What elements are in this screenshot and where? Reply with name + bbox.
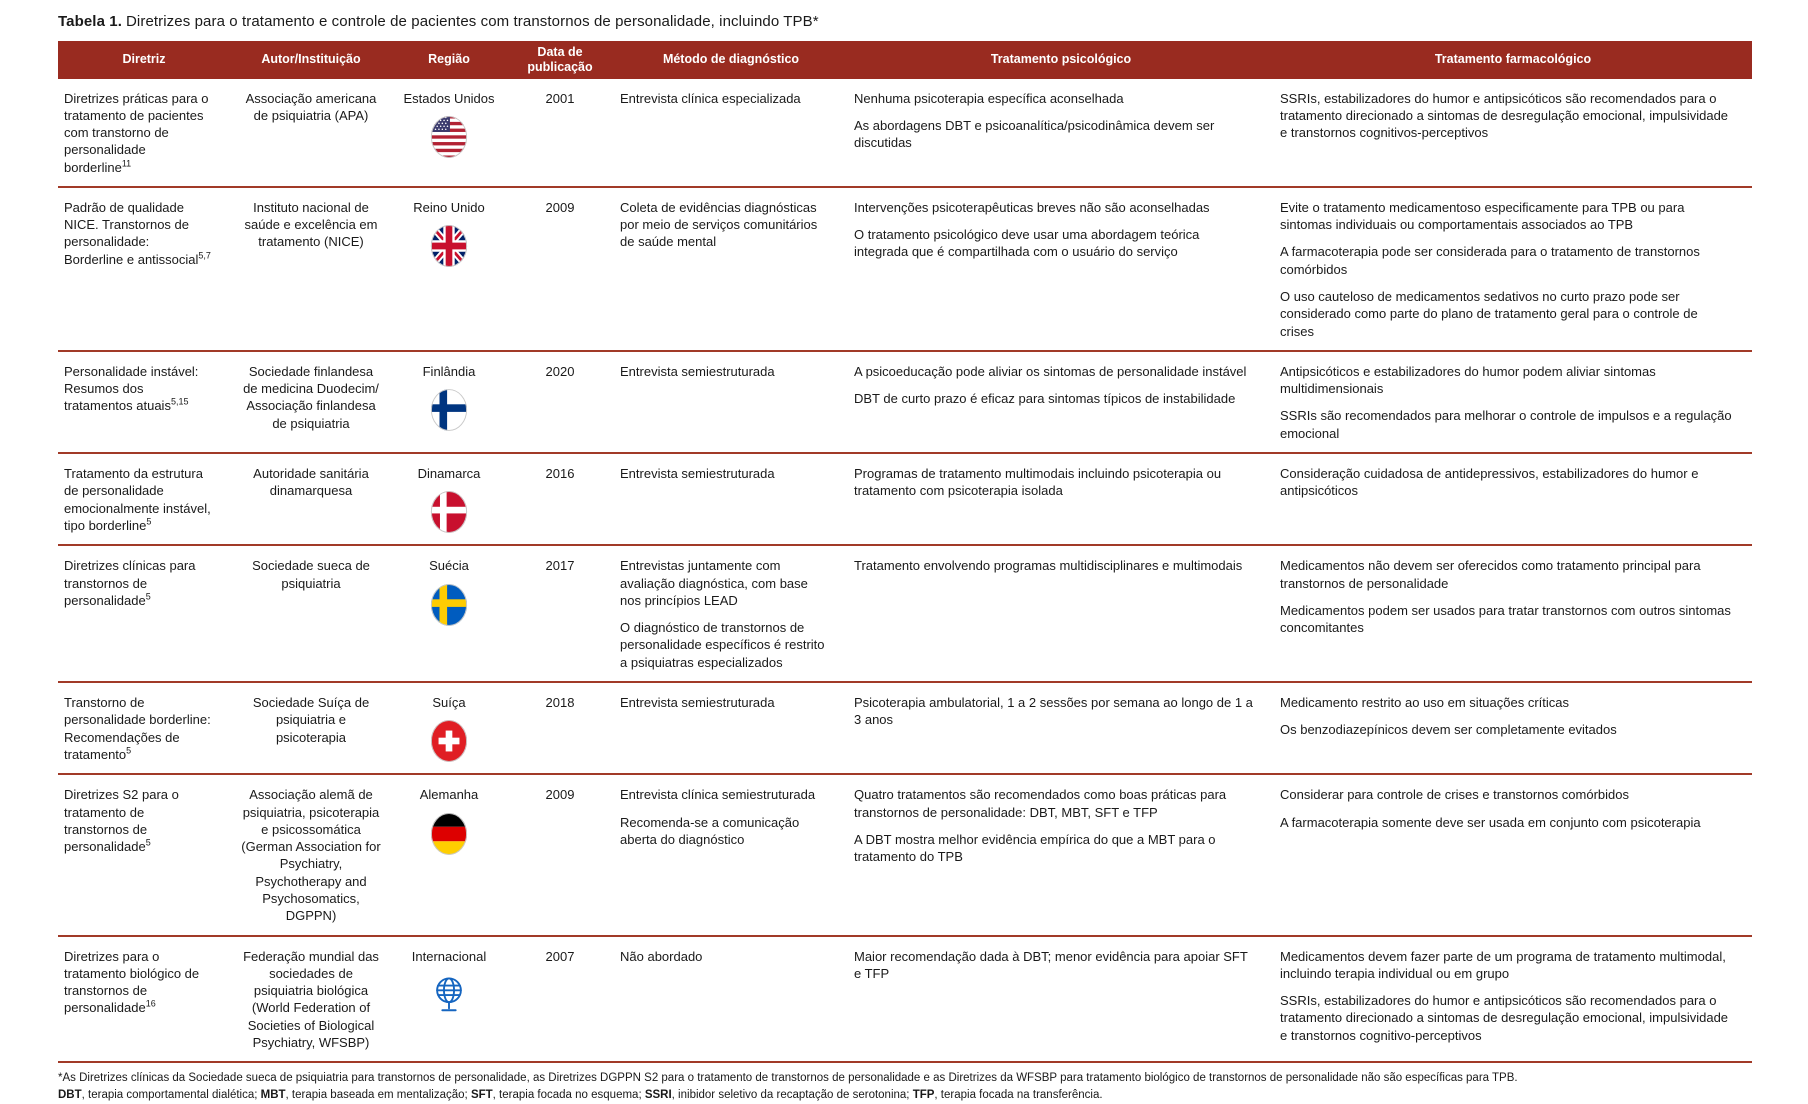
footnote-abbreviations: DBT, terapia comportamental dialética; MBT, terapia baseada em mentalização; SFT, terapia focada no esquema; SSRI, inibidor seletivo da recaptação de serotonina; TFP, terapia focada na transferência.: [58, 1088, 1103, 1101]
germany-flag-icon: [402, 812, 496, 856]
psychological-treatment-cell: Programas de tratamento multimodais incluindo psicoterapia ou tratamento com psicoterapia isolada: [854, 466, 1222, 499]
author-cell: Sociedade Suíça de psiquiatria e psicoterapia: [252, 694, 370, 745]
diagnosis-cell: Entrevista semiestruturada: [620, 466, 775, 481]
column-header-psicologico: Tratamento psicológico: [990, 52, 1132, 67]
pharmacological-treatment-cell: SSRIs, estabilizadores do humor e antipsicóticos são recomendados para o tratamento direcionado a sintomas de desregulação emocional, impulsividade e transtornos cognitivos-perceptivos: [1280, 90, 1729, 141]
author-cell: Sociedade sueca de psiquiatria: [252, 558, 370, 591]
footnotes: [58, 1070, 1752, 1103]
diagnosis-cell: Entrevistas juntamente com avaliação diagnóstica, com base nos princípios LEAD O diagnóstico de transtornos de personalidade específicos é restrito a psiquiatras especializados: [620, 558, 825, 670]
table-row: [58, 188, 1752, 352]
pharmacological-treatment-cell: Medicamentos devem fazer parte de um programa de tratamento multimodal, incluindo terapia individual ou em grupo SSRIs, estabilizadores do humor e antipsicóticos são recomendados para o tratamento direcionado a sintomas de desregulação emocional, impulsividade e transtornos cognitivo-perceptivos: [1280, 948, 1729, 1043]
finland-flag-icon: [402, 388, 496, 432]
table-row: [58, 546, 1752, 683]
psychological-treatment-cell: Intervenções psicoterapêuticas breves não são aconselhadas O tratamento psicológico deve usar uma abordagem teórica integrada que é compartilhada com o usuário do serviço: [854, 199, 1210, 260]
psychological-treatment-cell: Nenhuma psicoterapia específica aconselhada As abordagens DBT e psicoanalítica/psicodinâmica devem ser discutidas: [854, 90, 1215, 151]
pharmacological-treatment-cell: Medicamento restrito ao uso em situações críticas Os benzodiazepínicos devem ser completamente evitados: [1280, 694, 1617, 738]
psychological-treatment-cell: Maior recomendação dada à DBT; menor evidência para apoiar SFT e TFP: [854, 948, 1248, 981]
guideline-cell: Personalidade instável: Resumos dos tratamentos atuais$^{5,15}$: [64, 363, 199, 414]
table-caption: Diretrizes para o tratamento e controle de pacientes com transtornos de personalidade, incluindo TPB*: [125, 13, 819, 30]
column-header-autor: Autor/Instituição: [261, 52, 361, 67]
guideline-cell: Diretrizes para o tratamento biológico de transtornos de personalidade$^{16}$: [64, 948, 200, 1016]
psychological-treatment-cell: A psicoeducação pode aliviar os sintomas de personalidade instável DBT de curto prazo é eficaz para sintomas típicos de instabilidade: [854, 363, 1247, 407]
author-cell: Sociedade finlandesa de medicina Duodecim/ Associação finlandesa de psiquiatria: [243, 363, 379, 431]
region-name: Alemanha: [419, 787, 479, 803]
guideline-cell: Tratamento da estrutura de personalidade emocionalmente instável, tipo borderline$^5$: [64, 466, 211, 533]
diagnosis-cell: Entrevista semiestruturada: [620, 363, 775, 379]
year-cell: 2018: [545, 694, 575, 710]
page-title: [58, 13, 1752, 30]
denmark-flag-icon: [402, 490, 496, 534]
year-cell: 2020: [545, 363, 575, 379]
pharmacological-treatment-cell: Antipsicóticos e estabilizadores do humor podem aliviar sintomas multidimensionais SSRIs são recomendados para melhorar o controle de impulsos e a regulação emocional: [1280, 363, 1732, 441]
column-header-metodo: Método de diagnóstico: [662, 52, 800, 67]
guidelines-table: [58, 41, 1752, 1063]
year-cell: 2007: [545, 948, 575, 964]
region-cell: [392, 775, 506, 934]
pharmacological-treatment-cell: Evite o tratamento medicamentoso especificamente para TPB ou para sintomas individuais ou comportamentais associados ao TPB A farmacoterapia pode ser considerada para o tratamento de transtornos comórbidos O uso cauteloso de medicamentos sedativos no curto prazo pode ser considerado como parte do plano de tratamento geral para o controle de crises: [1280, 199, 1700, 339]
author-cell: Associação americana de psiquiatria (APA): [245, 90, 377, 123]
table-label: Tabela 1.: [58, 13, 122, 30]
column-header-farmacologico: Tratamento farmacológico: [1434, 52, 1592, 67]
column-header-data: Data de publicação: [527, 45, 593, 74]
psychological-treatment-cell: Psicoterapia ambulatorial, 1 a 2 sessões por semana ao longo de 1 a 3 anos: [854, 694, 1253, 728]
table-row: [58, 683, 1752, 775]
diagnosis-cell: Entrevista semiestruturada: [620, 694, 775, 710]
region-name: Suíça: [432, 694, 466, 710]
region-cell: [392, 352, 506, 452]
psychological-treatment-cell: Quatro tratamentos são recomendados como boas práticas para transtornos de personalidade: DBT, MBT, SFT e TFP A DBT mostra melhor evidência empírica do que a MBT para o tratamento do TPB: [854, 787, 1227, 865]
region-name: Estados Unidos: [403, 90, 495, 106]
pharmacological-treatment-cell: Medicamentos não devem ser oferecidos como tratamento principal para transtornos de personalidade Medicamentos podem ser usados para tratar transtornos com outros sintomas concomitantes: [1280, 558, 1731, 636]
globe-icon: [402, 973, 496, 1019]
region-name: Suécia: [429, 558, 469, 574]
guideline-cell: Diretrizes práticas para o tratamento de pacientes com transtorno de personalidade borderline$^{11}$: [64, 90, 209, 175]
diagnosis-cell: Não abordado: [620, 948, 703, 964]
year-cell: 2016: [545, 466, 575, 481]
diagnosis-cell: Entrevista clínica semiestruturada Recomenda-se a comunicação aberta do diagnóstico: [620, 787, 816, 847]
year-cell: 2001: [545, 90, 575, 106]
author-cell: Autoridade sanitária dinamarquesa: [253, 466, 369, 499]
table-row: [58, 79, 1752, 188]
year-cell: 2017: [545, 558, 575, 574]
pharmacological-treatment-cell: Considerar para controle de crises e transtornos comórbidos A farmacoterapia somente deve ser usada em conjunto com psicoterapia: [1280, 787, 1701, 830]
region-cell: [392, 79, 506, 186]
author-cell: Associação alemã de psiquiatria, psicoterapia e psicossomática (German Association for Psychiatry, Psychotherapy and Psychosomatics, DGPPN): [241, 787, 381, 924]
author-cell: Federação mundial das sociedades de psiquiatria biológica (World Federation of Societies of Biological Psychiatry, WFSBP): [243, 948, 379, 1050]
region-cell: [392, 454, 506, 544]
table-row: [58, 454, 1752, 546]
table-header: [58, 41, 1752, 79]
author-cell: Instituto nacional de saúde e excelência em tratamento (NICE): [244, 199, 378, 250]
region-name: Internacional: [411, 948, 487, 964]
region-name: Reino Unido: [413, 199, 485, 215]
region-name: Finlândia: [422, 363, 476, 379]
region-cell: [392, 683, 506, 773]
table-row: [58, 775, 1752, 936]
region-cell: [392, 937, 506, 1062]
region-name: Dinamarca: [417, 466, 481, 481]
year-cell: 2009: [545, 787, 575, 803]
guideline-cell: Transtorno de personalidade borderline: Recomendações de tratamento$^5$: [64, 694, 211, 762]
table-row: [58, 352, 1752, 454]
guideline-cell: Diretrizes clínicas para transtornos de personalidade$^5$: [64, 558, 196, 608]
sweden-flag-icon: [402, 583, 496, 627]
guideline-cell: Diretrizes S2 para o tratamento de transtornos de personalidade$^5$: [64, 787, 179, 855]
year-cell: 2009: [545, 199, 575, 215]
region-cell: [392, 546, 506, 681]
us-flag-icon: [402, 115, 496, 159]
diagnosis-cell: Coleta de evidências diagnósticas por meio de serviços comunitários de saúde mental: [620, 199, 818, 250]
guideline-cell: Padrão de qualidade NICE. Transtornos de personalidade: Borderline e antissocial$^{5,7}$: [64, 199, 211, 267]
region-cell: [392, 188, 506, 350]
switzerland-flag-icon: [402, 719, 496, 763]
uk-flag-icon: [402, 224, 496, 268]
table-row: [58, 937, 1752, 1064]
column-header-regiao: Região: [428, 52, 470, 67]
footnote-note: *As Diretrizes clínicas da Sociedade sueca de psiquiatria para transtornos de personalidade, as Diretrizes DGPPN S2 para o tratamento de transtornos de personalidade e as Diretrizes da WFSBP para tratamento biológico de transtornos de personalidade não são específicas para TPB.: [58, 1072, 1518, 1085]
diagnosis-cell: Entrevista clínica especializada: [620, 90, 801, 106]
pharmacological-treatment-cell: Consideração cuidadosa de antidepressivos, estabilizadores do humor e antipsicóticos: [1280, 466, 1699, 499]
column-header-diretriz: Diretriz: [122, 52, 166, 67]
psychological-treatment-cell: Tratamento envolvendo programas multidisciplinares e multimodais: [854, 558, 1243, 574]
table-body: [58, 79, 1752, 1064]
